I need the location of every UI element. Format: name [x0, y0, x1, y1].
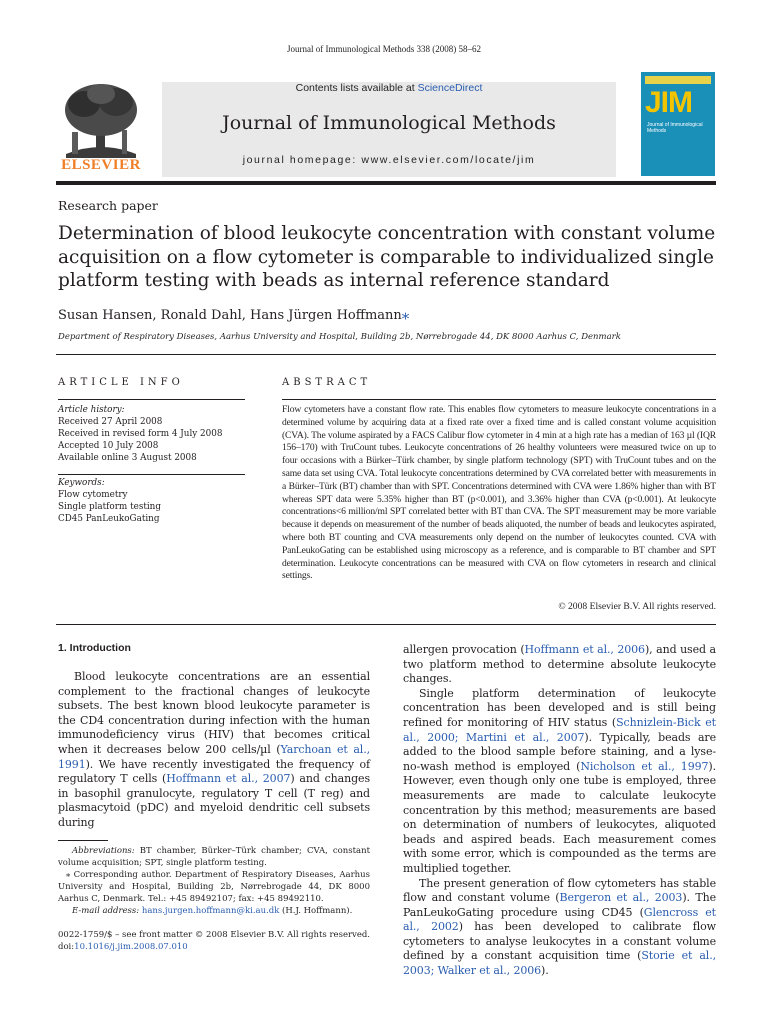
article-info-heading: ARTICLE INFO [58, 377, 184, 388]
footnote-email [58, 905, 370, 917]
keywords-label: Keywords: [58, 478, 105, 488]
footnote-corresponding: ⁎ Corresponding author. Department of Respiratory Diseases, Aarhus University and Hospital, Building 2b, Nørrebrogade 44, DK 8000 Aarhus C, Denmark. Tel.: +45 89492107; fax: +45 89492110. [58, 870, 370, 904]
keyword: Single platform testing [58, 502, 161, 512]
header-rule [56, 181, 716, 185]
article-title: Determination of blood leukocyte concentration with constant volume acquisition on a flow cytometer is comparable to individualized single platform testing with beads as internal reference standard [58, 223, 716, 291]
footnote-label: Abbreviations: [72, 846, 135, 856]
paragraph [403, 643, 716, 687]
running-head: Journal of Immunological Methods 338 (2008) 58–62 [287, 44, 481, 54]
abstract-rule [282, 399, 716, 400]
history-accepted: Accepted 10 July 2008 [58, 441, 159, 451]
footnote-abbreviations [58, 845, 370, 869]
authors [58, 305, 409, 323]
front-matter [58, 929, 370, 953]
paragraph [403, 687, 716, 877]
cover-stripe [645, 76, 711, 84]
text-run: allergen provocation ( [403, 643, 525, 656]
contents-line [162, 82, 616, 94]
article-info-rule [58, 399, 245, 400]
doi-line [58, 941, 370, 953]
corresponding-author-mark[interactable]: ⁎ [401, 305, 410, 323]
text-run: ). We have recently investigated the frequency of regulatory T cells ( [58, 757, 370, 786]
citation-link[interactable]: Hoffmann et al., 2006 [524, 643, 645, 656]
footnote-text: BT chamber, Bürker–Türk chamber; CVA, constant volume acquisition; SPT, single platform testing. [58, 846, 370, 868]
text-run: ). However, even though only one tube is employed, three measurements are made to calculate leukocyte concentration by this method; measurements are based on determination of numbers of leukocytes, aliquoted beads and aspired beads. Each measurement comes with some error, which is compounded as the terms are multiplied together. [403, 759, 716, 875]
keywords [58, 477, 161, 525]
contents-prefix: Contents lists available at [295, 82, 418, 94]
text-run: ). Typically, beads are added to the blood sample before staining, and a lyse-no-wash method is employed ( [403, 730, 716, 773]
abstract-bottom-rule [56, 624, 716, 625]
abstract-heading: ABSTRACT [282, 377, 372, 388]
keyword: Flow cytometry [58, 490, 128, 500]
issn-line: 0022-1759/$ – see front matter © 2008 Elsevier B.V. All rights reserved. [58, 930, 371, 940]
journal-name: Journal of Immunological Methods [222, 112, 556, 134]
text-run: Single platform determination of leukocyte concentration has been developed and is still being refined for monitoring of HIV status ( [403, 686, 716, 729]
history-revised: Received in revised form 4 July 2008 [58, 429, 223, 439]
publisher-wordmark: ELSEVIER [61, 157, 141, 173]
text-run: ). [541, 964, 549, 978]
section-rule [56, 354, 716, 355]
abstract-text: Flow cytometers have a constant flow rate. This enables flow cytometers to measure leukocyte concentrations in a determined volume by acquiring data at a fixed rate over a fixed time and is called constant volume acquisition (CVA). The volume aspirated by a FACS Calibur flow cytometer in 4 min at a high rate has a median of 163 µl (IQR 156–170) with TruCount tubes. Leukocyte concentrations of 26 healthy volunteers were measured twice on up to four occasions with a Bürker–Türk chamber, by single platform technology (SPT) with TruCount tubes and on the same data set using CVA. Total leukocyte concentrations determined by CVA correlated better with measurements in a Bürker–Türk (BT) chamber than with SPT. Concentrations determined with CVA were 1.86% higher than with BT whereas SPT data were 5.35% higher than BT (p<0.001), and 3.36% higher than CVA (p<0.001). At leukocyte concentrations<6 million/ml SPT correlated better with BT than CVA. The SPT measurement may be more variable because it depends on measurement of the number of beads aliquoted, the number of beads and leukocytes aspirated, where both BT counting and CVA measurements only depend on the number of leukocytes counted. CVA with PanLeukoGating can be established using microscopy as a reference, and is comparable to BT chamber and SPT determination. Leukocyte concentrations can be measured with CVA on flow cytometers in research and clinical settings. [282, 404, 716, 582]
history-received: Received 27 April 2008 [58, 417, 163, 427]
sciencedirect-link[interactable]: ScienceDirect [417, 82, 483, 94]
email-label: E-mail address: [72, 906, 140, 916]
text-run: ), and used a two platform method to determine absolute leukocyte changes. [403, 643, 716, 686]
history-label: Article history: [58, 405, 125, 415]
footnotes [58, 845, 370, 917]
paragraph [403, 877, 716, 979]
author-names: Susan Hansen, Ronald Dahl, Hans Jürgen Hoffmann [58, 308, 402, 323]
doi-prefix: doi: [58, 942, 75, 952]
journal-cover[interactable] [641, 72, 715, 176]
text-run: ) has been developed to calibrate flow cytometers to analyse leukocytes in a constant volume defined by a constant acquisition time ( [403, 920, 716, 963]
section-heading: 1. Introduction [58, 642, 131, 654]
citation-link[interactable]: Schnizlein-Bick et al., 2000; Martini et al., 2007 [403, 715, 716, 744]
email-suffix: (H.J. Hoffmann). [279, 906, 353, 916]
doi-link[interactable]: 10.1016/j.jim.2008.07.010 [74, 942, 188, 952]
citation-link[interactable]: Glencross et al., 2002 [403, 905, 716, 934]
footnote-rule [58, 840, 108, 841]
text-run: Blood leukocyte concentrations are an essential complement to the fractional changes of leukocyte subsets. The best known blood leukocyte parameter is the CD4 concentration during infection with the human immunodeficiency virus (HIV) that becomes critical when it decreases below 200 cells/µl ( [58, 670, 370, 756]
text-run: ) and changes in basophil granulocyte, regulatory T cell (T reg) and plasmacytoid (pDC) and myeloid dendritic cell subsets during [58, 772, 370, 829]
citation-link[interactable]: Storie et al., 2003; Walker et al., 2006 [403, 949, 716, 978]
email-link[interactable]: hans.jurgen.hoffmann@ki.au.dk [141, 906, 280, 916]
journal-homepage[interactable]: journal homepage: www.elsevier.com/locate/jim [242, 154, 536, 166]
citation-link[interactable]: Hoffmann et al., 2007 [166, 772, 291, 786]
paper-type: Research paper [58, 198, 158, 213]
elsevier-logo[interactable] [56, 80, 146, 176]
history-online: Available online 3 August 2008 [58, 453, 197, 463]
keyword: CD45 PanLeukoGating [58, 514, 160, 524]
citation-link[interactable]: Yarchoan et al., 1991 [58, 742, 370, 771]
article-history [58, 404, 222, 464]
keywords-rule [58, 474, 245, 475]
abstract-copyright: © 2008 Elsevier B.V. All rights reserved. [558, 601, 716, 612]
text-run: The present generation of flow cytometers has stable flow and constant volume ( [403, 876, 716, 905]
cover-subtitle: Journal of Immunological Methods [647, 122, 703, 134]
body-column-right [403, 643, 716, 979]
text-run: ). The PanLeukoGating procedure using CD45 ( [403, 891, 716, 919]
paragraph [58, 670, 370, 831]
citation-link[interactable]: Bergeron et al., 2003 [559, 891, 683, 905]
body-column-left [58, 670, 370, 831]
cover-letters: JIM [645, 86, 693, 119]
affiliation: Department of Respiratory Diseases, Aarhus University and Hospital, Building 2b, Nørrebrogade 44, DK 8000 Aarhus C, Denmark [58, 332, 621, 342]
citation-link[interactable]: Nicholson et al., 1997 [580, 759, 709, 773]
